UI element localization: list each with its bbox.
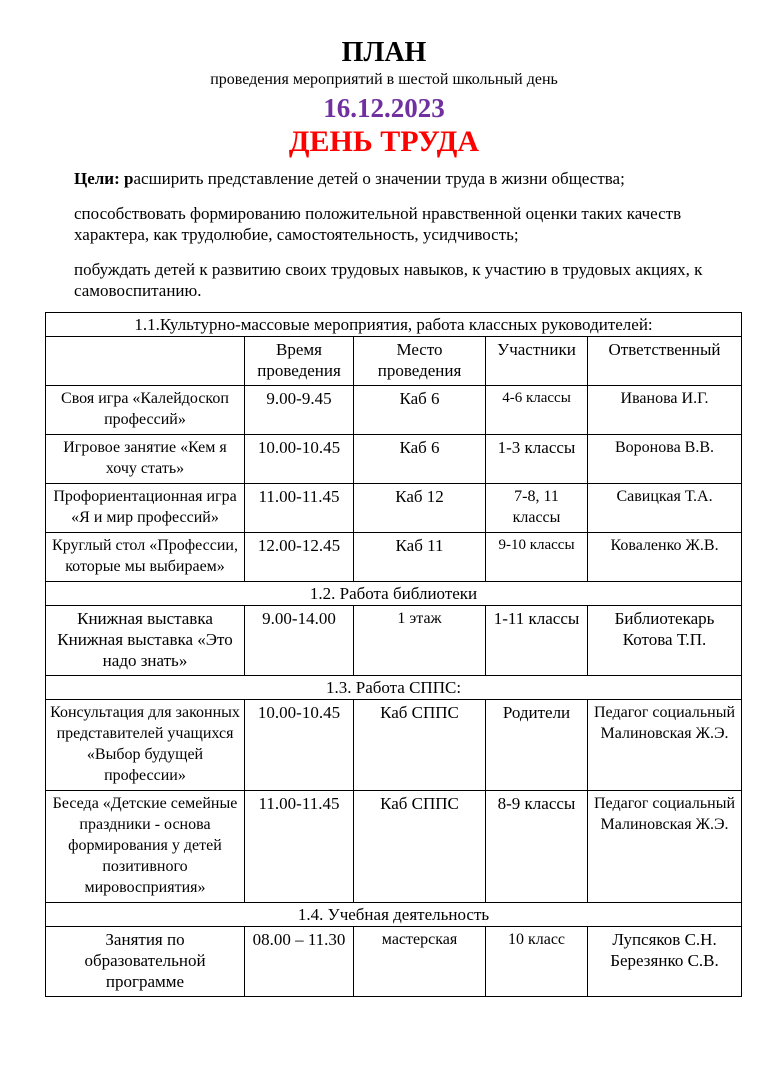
table-row: [46, 533, 742, 582]
place-cell: Каб 6: [354, 435, 486, 484]
plan-table: [45, 312, 742, 997]
place-cell: мастерская: [354, 927, 486, 997]
place-cell: Каб 12: [354, 484, 486, 533]
event-cell: Своя игра «Калейдоскоп профессий»: [46, 386, 245, 435]
table-row: [46, 700, 742, 791]
participants-cell: 4-6 классы: [486, 386, 588, 435]
place-cell: 1 этаж: [354, 606, 486, 676]
page-subtitle: проведения мероприятий в шестой школьный день: [210, 71, 558, 88]
section-title: 1.1.Культурно-массовые мероприятия, работа классных руководителей:: [46, 313, 742, 337]
section-title: 1.2. Работа библиотеки: [46, 582, 742, 606]
participants-cell: 1-11 классы: [486, 606, 588, 676]
event-cell: Занятия по образовательной программе: [46, 927, 245, 997]
time-cell: 9.00-9.45: [245, 386, 354, 435]
participants-cell: 7-8, 11 классы: [486, 484, 588, 533]
column-header-participants: Участники: [486, 337, 588, 386]
time-cell: 12.00-12.45: [245, 533, 354, 582]
responsible-cell: Библиотекарь Котова Т.П.: [588, 606, 742, 676]
column-header-place: Место проведения: [354, 337, 486, 386]
goals-paragraph-1: [74, 168, 734, 189]
goals-paragraph-3: побуждать детей к развитию своих трудовых навыков, к участию в трудовых акциях, к самовоспитанию.: [74, 260, 703, 300]
header-row: [46, 337, 742, 386]
column-header-time: Время проведения: [245, 337, 354, 386]
participants-cell: Родители: [486, 700, 588, 791]
table-row: [46, 386, 742, 435]
section-title: 1.4. Учебная деятельность: [46, 903, 742, 927]
event-cell: Беседа «Детские семейные праздники - основа формирования у детей позитивного мировосприятия»: [46, 791, 245, 903]
goals-text-1: асширить представление детей о значении труда в жизни общества;: [133, 169, 625, 188]
table-row: [46, 791, 742, 903]
event-date: 16.12.2023: [323, 93, 445, 123]
participants-cell: 8-9 классы: [486, 791, 588, 903]
participants-cell: 10 класс: [486, 927, 588, 997]
time-cell: 08.00 – 11.30: [245, 927, 354, 997]
responsible-cell: Воронова В.В.: [588, 435, 742, 484]
event-cell: Игровое занятие «Кем я хочу стать»: [46, 435, 245, 484]
time-cell: 11.00-11.45: [245, 791, 354, 903]
responsible-cell: Педагог социальный Малиновская Ж.Э.: [588, 791, 742, 903]
event-cell: Консультация для законных представителей учащихся «Выбор будущей профессии»: [46, 700, 245, 791]
participants-cell: 1-3 классы: [486, 435, 588, 484]
responsible-cell: Иванова И.Г.: [588, 386, 742, 435]
section-row: [46, 676, 742, 700]
goals-paragraph-2: способствовать формированию положительной нравственной оценки таких качеств характера, как трудолюбие, самостоятельность, усидчивость;: [74, 204, 682, 244]
event-cell: Профориентационная игра «Я и мир профессий»: [46, 484, 245, 533]
section-title: 1.3. Работа СППС:: [46, 676, 742, 700]
time-cell: 11.00-11.45: [245, 484, 354, 533]
section-row: [46, 903, 742, 927]
section-row: [46, 582, 742, 606]
event-cell: Книжная выставка Книжная выставка «Это надо знать»: [46, 606, 245, 676]
time-cell: 10.00-10.45: [245, 700, 354, 791]
time-cell: 10.00-10.45: [245, 435, 354, 484]
table-row: [46, 927, 742, 997]
column-header-event: [46, 337, 245, 386]
column-header-responsible: Ответственный: [588, 337, 742, 386]
time-cell: 9.00-14.00: [245, 606, 354, 676]
participants-cell: 9-10 классы: [486, 533, 588, 582]
place-cell: Каб СППС: [354, 700, 486, 791]
goals-lead-letter: р: [124, 169, 134, 188]
section-row: [46, 313, 742, 337]
place-cell: Каб СППС: [354, 791, 486, 903]
table-row: [46, 484, 742, 533]
table-row: [46, 435, 742, 484]
responsible-cell: Педагог социальный Малиновская Ж.Э.: [588, 700, 742, 791]
event-cell: Круглый стол «Профессии, которые мы выбираем»: [46, 533, 245, 582]
table-row: [46, 606, 742, 676]
goals-label: Цели:: [74, 169, 120, 188]
responsible-cell: Лупсяков С.Н. Березянко С.В.: [588, 927, 742, 997]
day-name: ДЕНЬ ТРУДА: [288, 125, 480, 158]
page-title: ПЛАН: [341, 37, 427, 68]
place-cell: Каб 11: [354, 533, 486, 582]
responsible-cell: Савицкая Т.А.: [588, 484, 742, 533]
place-cell: Каб 6: [354, 386, 486, 435]
responsible-cell: Коваленко Ж.В.: [588, 533, 742, 582]
